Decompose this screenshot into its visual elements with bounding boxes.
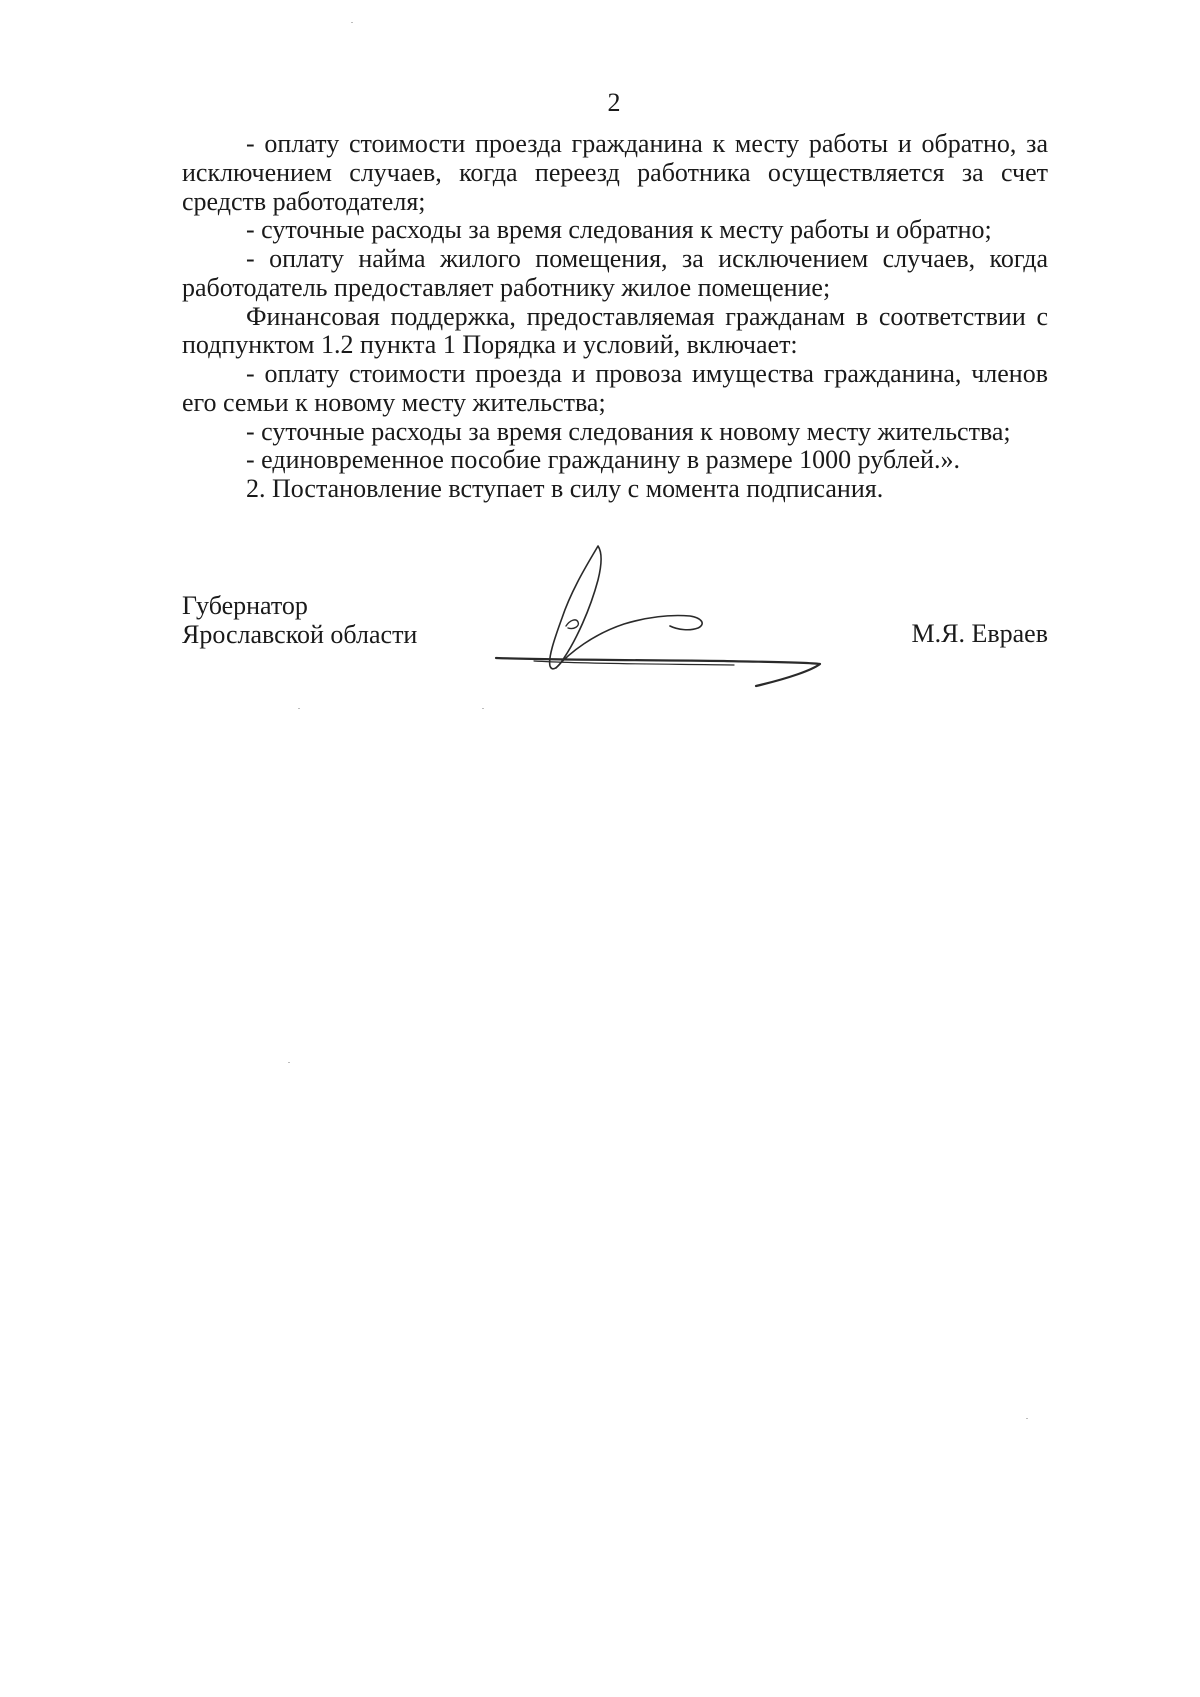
list-item: - суточные расходы за время следования к новому месту жительства; xyxy=(246,416,1011,446)
signer-position-line: Губернатор xyxy=(182,591,308,620)
page-number: 2 xyxy=(607,88,621,117)
list-item: - оплату стоимости проезда гражданина к месту работы и обратно, за исключением случаев, когда переезд работника осуществляется за счет средств работодателя; xyxy=(182,129,1048,216)
list-item: - суточные расходы за время следования к месту работы и обратно; xyxy=(246,215,992,245)
list-item: - оплату стоимости проезда и провоза имущества гражданина, членов его семьи к новому месту жительства; xyxy=(182,359,1048,417)
scan-speck xyxy=(482,708,484,709)
signer-position-line: Ярославской области xyxy=(182,619,418,649)
paragraph: 2. Постановление вступает в силу с момента подписания. xyxy=(246,474,884,503)
signature-stroke xyxy=(496,658,820,686)
paragraph: Финансовая поддержка, предоставляемая гражданам в соответствии с подпунктом 1.2 пункта 1 Порядка и условий, включает: xyxy=(182,301,1048,360)
scan-speck xyxy=(298,708,300,709)
scan-speck xyxy=(351,22,353,23)
scan-speck xyxy=(1026,1418,1028,1419)
handwritten-signature xyxy=(494,540,824,690)
document-body xyxy=(182,130,1048,504)
signer-position xyxy=(182,592,417,650)
scan-speck xyxy=(288,1062,290,1063)
list-item: - единовременное пособие гражданину в размере 1000 рублей.». xyxy=(246,445,960,475)
signature-stroke xyxy=(566,620,578,629)
signer-name: М.Я. Евраев xyxy=(911,619,1048,648)
list-item: - оплату найма жилого помещения, за исключением случаев, когда работодатель предоставляет работнику жилое помещение; xyxy=(182,244,1048,302)
